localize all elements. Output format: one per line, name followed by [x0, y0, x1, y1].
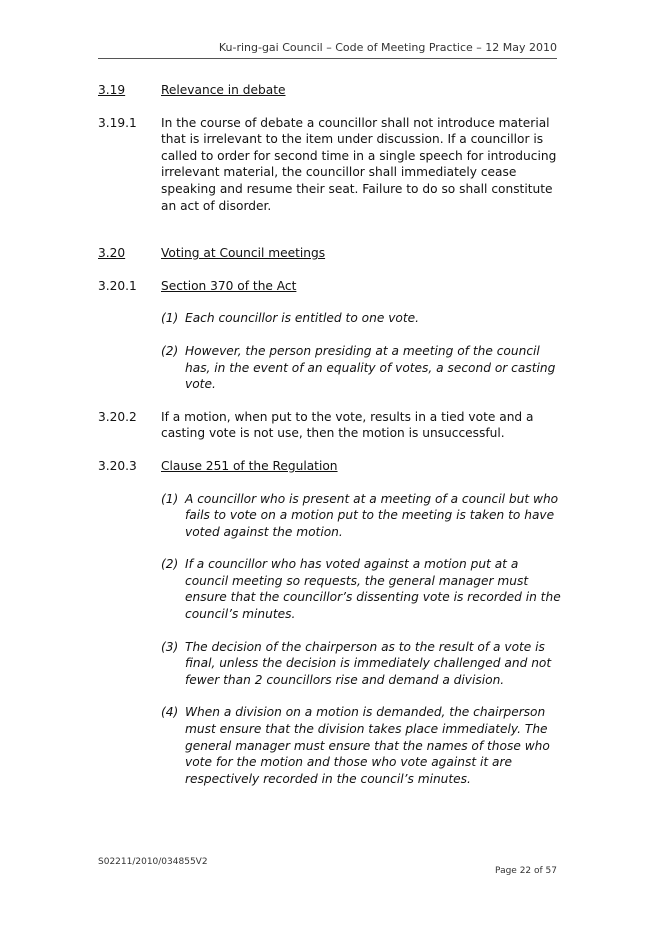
paragraph: [98, 278, 568, 295]
paragraph-text: In the course of debate a councillor shall not introduce material that is irrelevant to the item under discussion. If a councillor is called to order for second time in a single speech for introducing irrelevant material, the councillor shall immediately cease speaking and resume their seat. Failure to do so shall constitute an act of disorder.: [161, 115, 557, 213]
paragraph-number: 3.20.2: [98, 409, 137, 424]
page-number: Page 22 of 57: [495, 866, 557, 876]
paragraph-number: 3.20.3: [98, 458, 137, 473]
list-item: [161, 556, 561, 622]
item-text: The decision of the chairperson as to the result of a vote is final, unless the decision is immediately challenged and not fewer than 2 councillors rise and demand a division.: [185, 639, 552, 687]
section-number: 3.19: [98, 83, 126, 97]
item-list: [161, 310, 561, 392]
paragraph-number: 3.19.1: [98, 115, 137, 130]
page-header: Ku-ring-gai Council – Code of Meeting Practice – 12 May 2010: [98, 41, 557, 59]
item-label: (2): [161, 343, 179, 358]
item-list: [161, 491, 561, 788]
section-title: Voting at Council meetings: [161, 246, 326, 261]
list-item: [161, 310, 561, 327]
list-item: [161, 343, 561, 393]
paragraph-text: If a motion, when put to the vote, results in a tied vote and a casting vote is not use, then the motion is unsuccessful.: [161, 409, 534, 441]
item-label: (1): [161, 491, 179, 506]
item-text: A councillor who is present at a meeting of a council but who fails to vote on a motion put to the meeting is taken to have voted against the motion.: [185, 491, 559, 539]
item-label: (2): [161, 557, 179, 572]
list-item: [161, 704, 561, 787]
section-title: Relevance in debate: [161, 83, 286, 97]
section-heading: [98, 245, 568, 262]
paragraph: [98, 409, 568, 442]
item-label: (4): [161, 705, 179, 720]
paragraph: [98, 115, 568, 215]
item-text: However, the person presiding at a meeting of the council has, in the event of an equality of votes, a second or casting vote.: [185, 343, 556, 392]
list-item: [161, 491, 561, 541]
item-label: (1): [161, 311, 179, 326]
section-heading: [98, 82, 568, 99]
paragraph-heading: Section 370 of the Act: [161, 278, 297, 293]
item-text: If a councillor who has voted against a motion put at a council meeting so requests, the general manager must ensure that the councillor’s dissenting vote is recorded in the council’s minutes.: [185, 557, 561, 622]
document-body: [98, 82, 568, 787]
item-label: (3): [161, 639, 179, 654]
document-reference: S02211/2010/034855V2: [98, 857, 208, 867]
item-text: When a division on a motion is demanded, the chairperson must ensure that the division takes place immediately. The general manager must ensure that the names of those who vote for the motion and those who vote against it are respectively recorded in the council’s minutes.: [185, 705, 550, 786]
paragraph-heading: Clause 251 of the Regulation: [161, 458, 338, 473]
item-text: Each councillor is entitled to one vote.: [185, 311, 420, 326]
paragraph-number: 3.20.1: [98, 278, 137, 293]
section-number: 3.20: [98, 246, 126, 261]
paragraph: [98, 458, 568, 475]
list-item: [161, 639, 561, 689]
